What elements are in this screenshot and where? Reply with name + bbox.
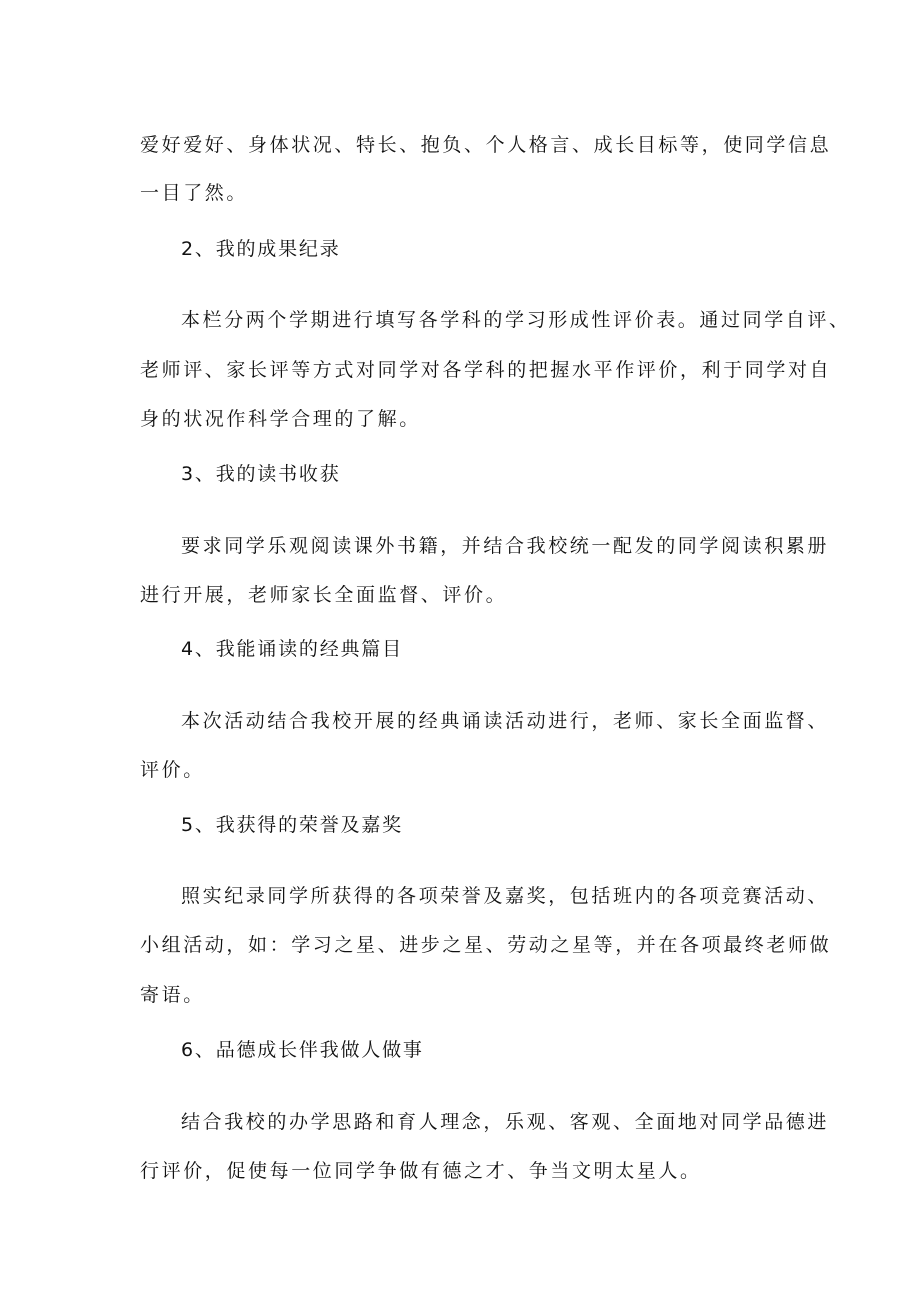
paragraph-line: 要求同学乐观阅读课外书籍，并结合我校统一配发的同学阅读积累册 bbox=[181, 535, 830, 557]
paragraph-line: 小组活动，如：学习之星、进步之星、劳动之星等，并在各项最终老师做 bbox=[140, 934, 832, 956]
paragraph-line: 一目了然。 bbox=[140, 182, 249, 204]
section-heading-2: 2、我的成果纪录 bbox=[181, 238, 341, 260]
section-heading-6: 6、品德成长伴我做人做事 bbox=[181, 1039, 424, 1061]
paragraph-line: 照实纪录同学所获得的各项荣誉及嘉奖，包括班内的各项竞赛活动、 bbox=[181, 885, 830, 907]
paragraph-line: 本次活动结合我校开展的经典诵读活动进行，老师、家长全面监督、 bbox=[181, 710, 830, 732]
paragraph-line: 行评价，促使每一位同学争做有德之才、争当文明太星人。 bbox=[140, 1160, 702, 1182]
paragraph-line: 结合我校的办学思路和育人理念，乐观、客观、全面地对同学品德进 bbox=[181, 1111, 830, 1133]
section-heading-5: 5、我获得的荣誉及嘉奖 bbox=[181, 814, 403, 836]
paragraph-line: 本栏分两个学期进行填写各学科的学习形成性评价表。通过同学自评、 bbox=[181, 309, 851, 331]
paragraph-line: 进行开展，老师家长全面监督、评价。 bbox=[140, 584, 508, 606]
paragraph-line: 寄语。 bbox=[140, 984, 205, 1006]
paragraph-line: 老师评、家长评等方式对同学对各学科的把握水平作评价，利于同学对自 bbox=[140, 359, 832, 381]
section-heading-4: 4、我能诵读的经典篇目 bbox=[181, 638, 403, 660]
section-heading-3: 3、我的读书收获 bbox=[181, 463, 341, 485]
paragraph-line: 评价。 bbox=[140, 759, 205, 781]
paragraph-line: 身的状况作科学合理的了解。 bbox=[140, 408, 421, 430]
paragraph-line: 爱好爱好、身体状况、特长、抱负、个人格言、成长目标等，使同学信息 bbox=[140, 134, 832, 156]
